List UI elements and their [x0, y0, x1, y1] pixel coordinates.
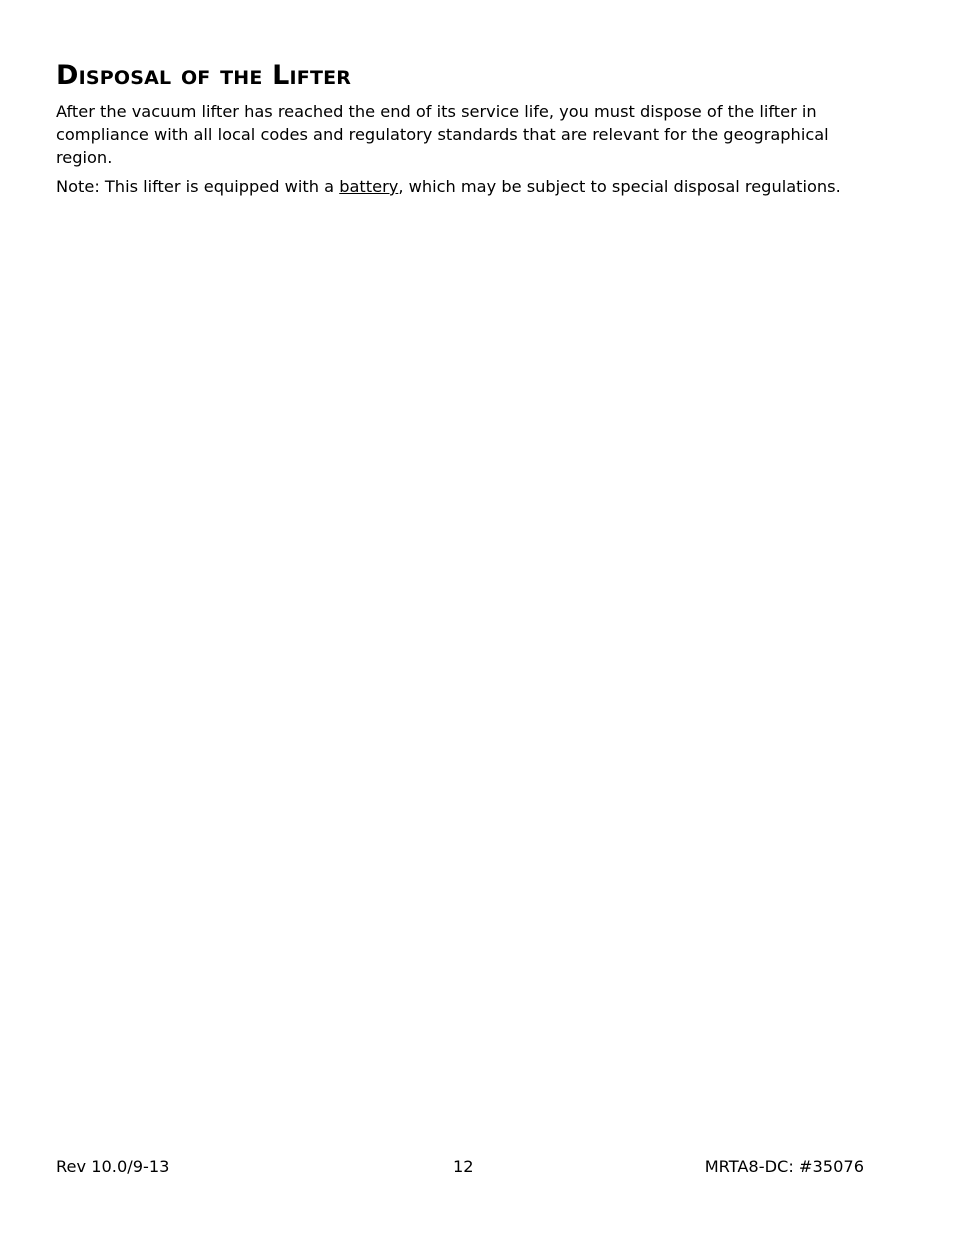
battery-underlined-word: battery: [339, 177, 399, 196]
page-body: [56, 58, 876, 204]
battery-note: [56, 175, 876, 198]
note-prefix: Note: This lifter is equipped with a: [56, 177, 340, 196]
note-suffix: , which may be subject to special disposal regulations.: [398, 177, 841, 196]
footer-model-number: MRTA8-DC: #35076: [704, 1157, 864, 1176]
page-footer: [56, 1155, 864, 1179]
footer-revision: Rev 10.0/9-13: [56, 1157, 170, 1176]
disposal-paragraph: After the vacuum lifter has reached the end of its service life, you must dispose of the lifter in compliance with all local codes and regulatory standards that are relevant for the geographical region.: [56, 102, 829, 167]
footer-page-number: 12: [453, 1157, 474, 1176]
section-heading: Disposal of the Lifter: [56, 60, 352, 91]
